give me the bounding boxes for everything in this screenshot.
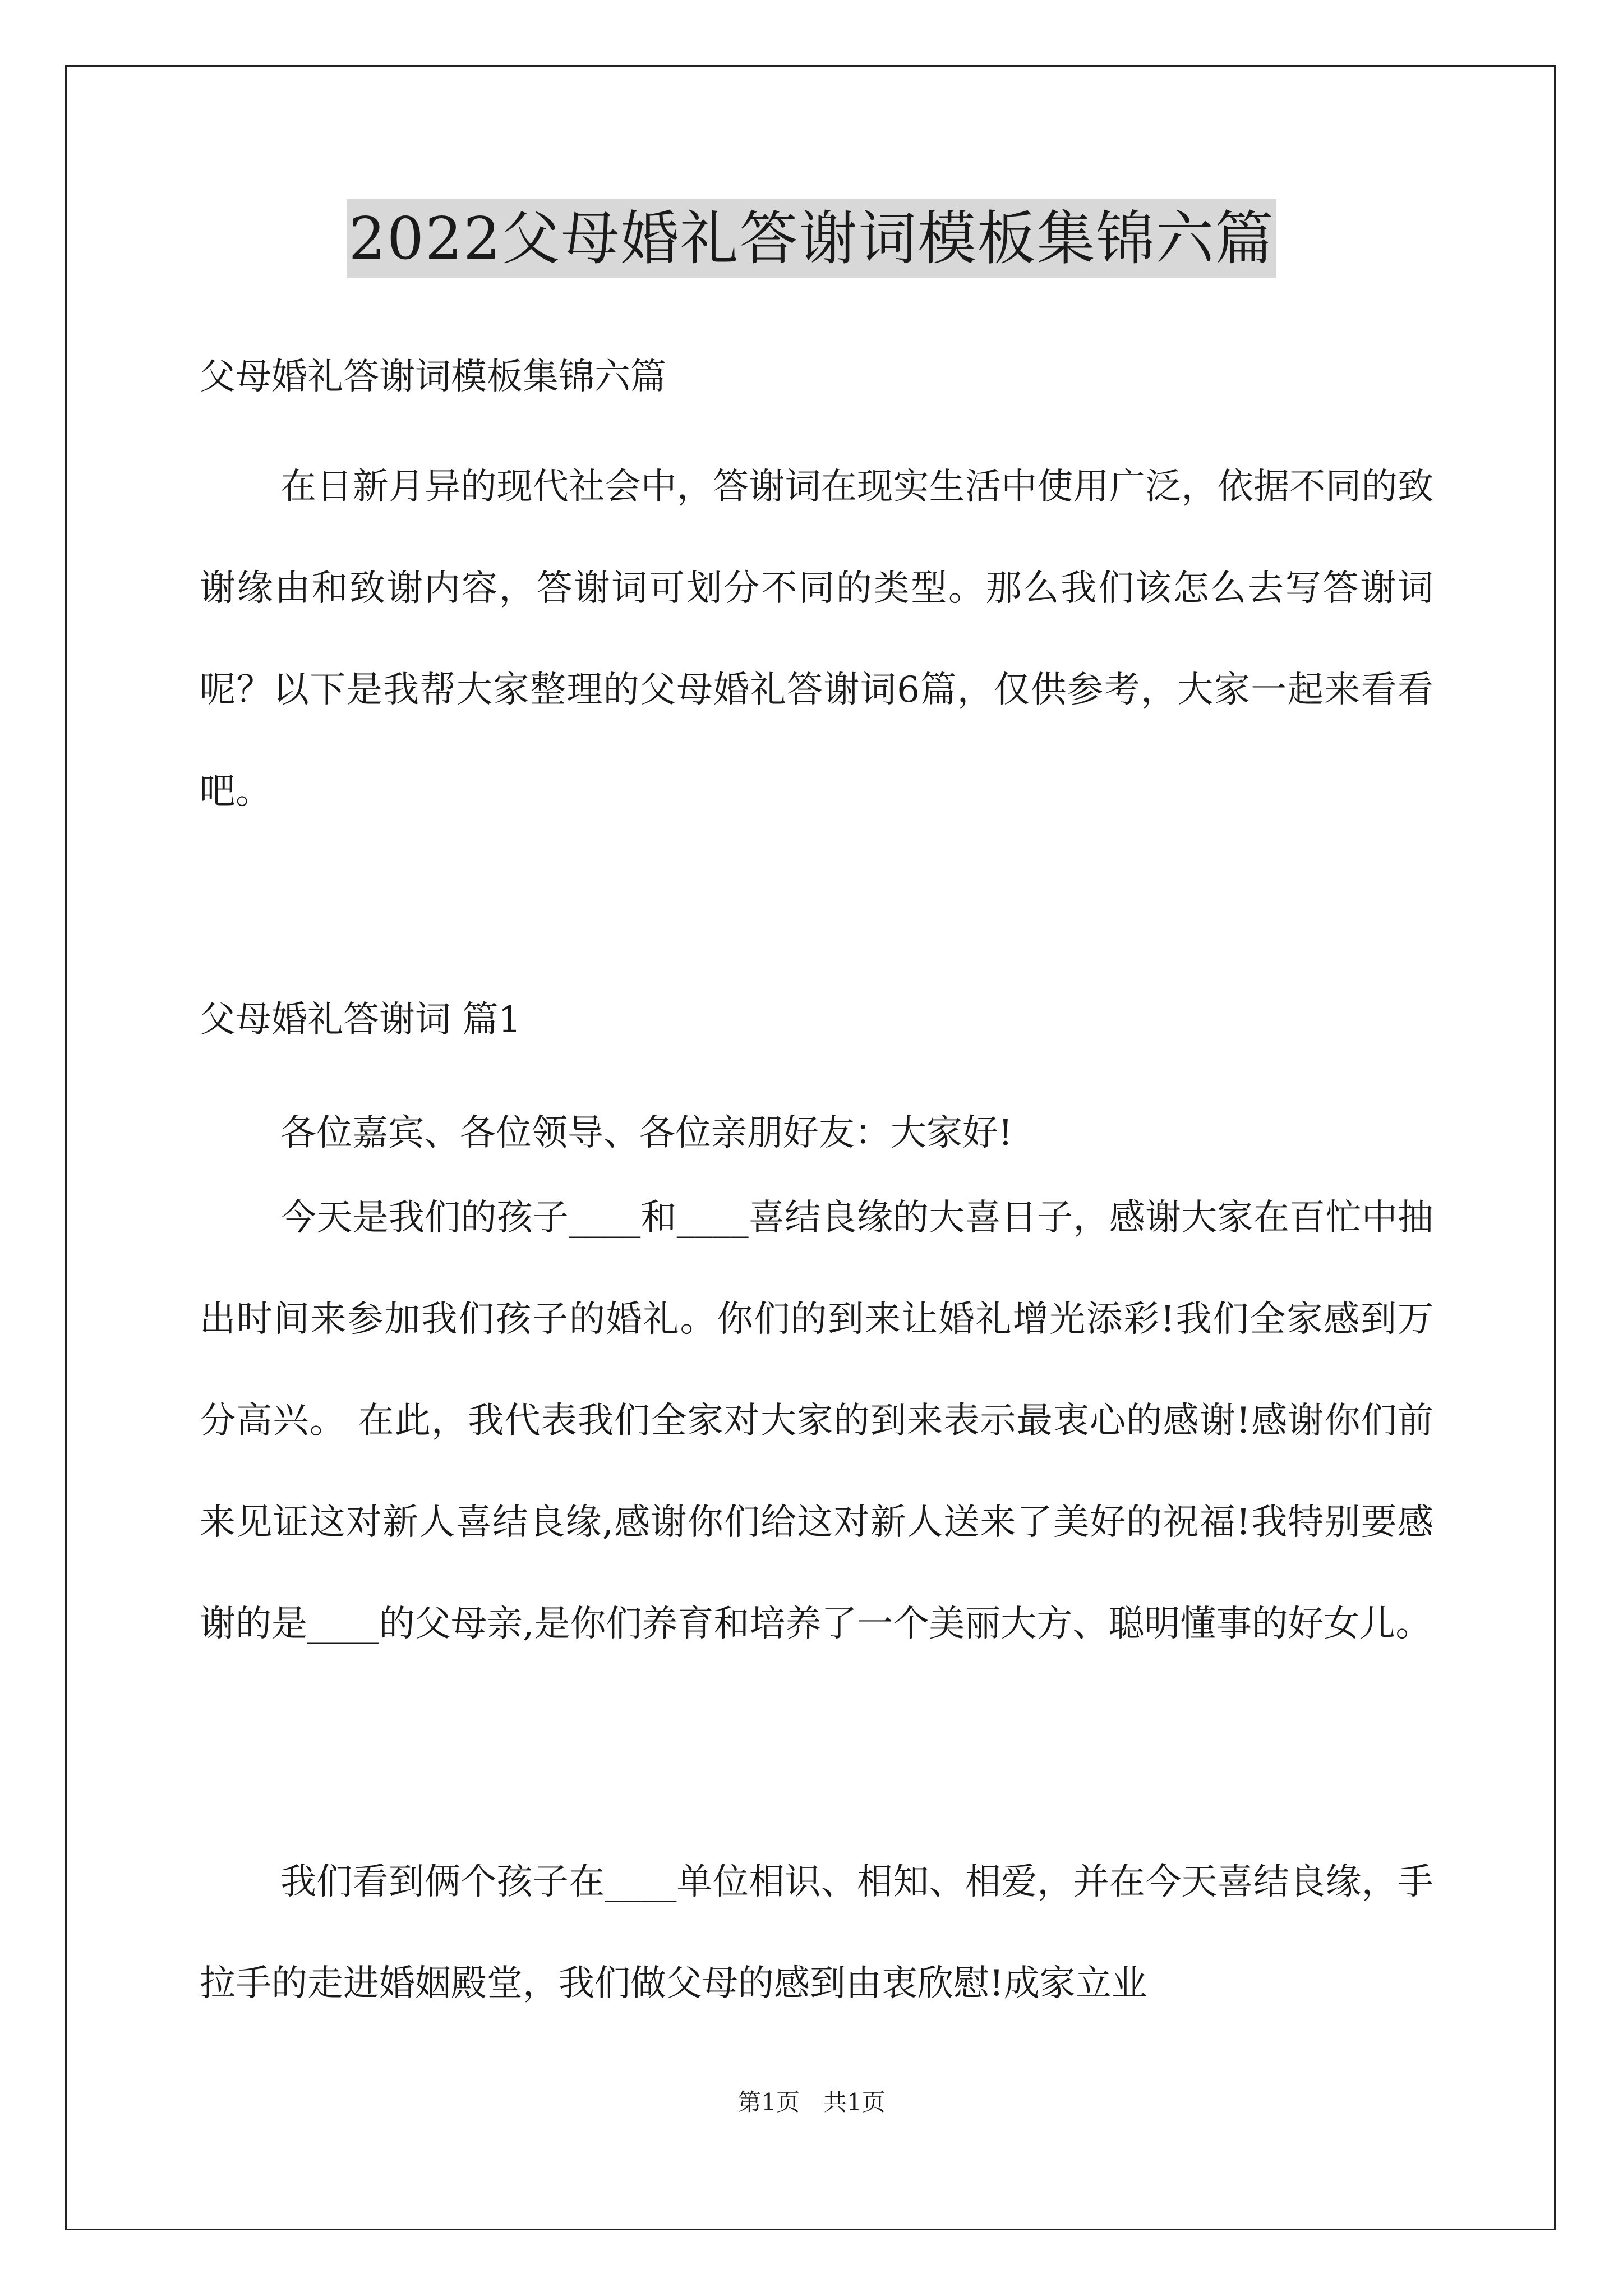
page-footer: 第1页 共1页 xyxy=(737,2088,886,2116)
section-heading: 父母婚礼答谢词 篇1 xyxy=(200,999,522,1041)
document-subtitle: 父母婚礼答谢词模板集锦六篇 xyxy=(200,356,666,398)
intro-paragraph: 在日新月异的现代社会中，答谢词在现实生活中使用广泛，依据不同的致谢缘由和致谢内容，答谢词可划分不同的类型。那么我们该怎么去写答谢词呢？以下是我帮大家整理的父母婚礼答谢词6篇，仅供参考，大家一起来看看吧。 xyxy=(200,466,1433,812)
document-title-text: 2022父母婚礼答谢词模板集锦六篇 xyxy=(347,199,1277,278)
greeting-paragraph: 各位嘉宾、各位领导、各位亲朋好友：大家好! xyxy=(280,1112,1013,1154)
document-title xyxy=(0,199,1623,278)
body-paragraph-2: 我们看到俩个孩子在____单位相识、相知、相爱，并在今天喜结良缘，手拉手的走进婚姻殿堂，我们做父母的感到由衷欣慰!成家立业 xyxy=(200,1861,1433,2004)
body-paragraph-1: 今天是我们的孩子____和____喜结良缘的大喜日子，感谢大家在百忙中抽出时间来参加我们孩子的婚礼。你们的到来让婚礼增光添彩!我们全家感到万分高兴。 在此，我代表我们全家对大家的到来表示最衷心的感谢!感谢你们前来见证这对新人喜结良缘,感谢你们给这对新人送来了美好的祝福!我特别要感谢的是____的父母亲,是你们养育和培养了一个美丽大方、聪明懂事的好女儿。 xyxy=(200,1197,1433,1645)
